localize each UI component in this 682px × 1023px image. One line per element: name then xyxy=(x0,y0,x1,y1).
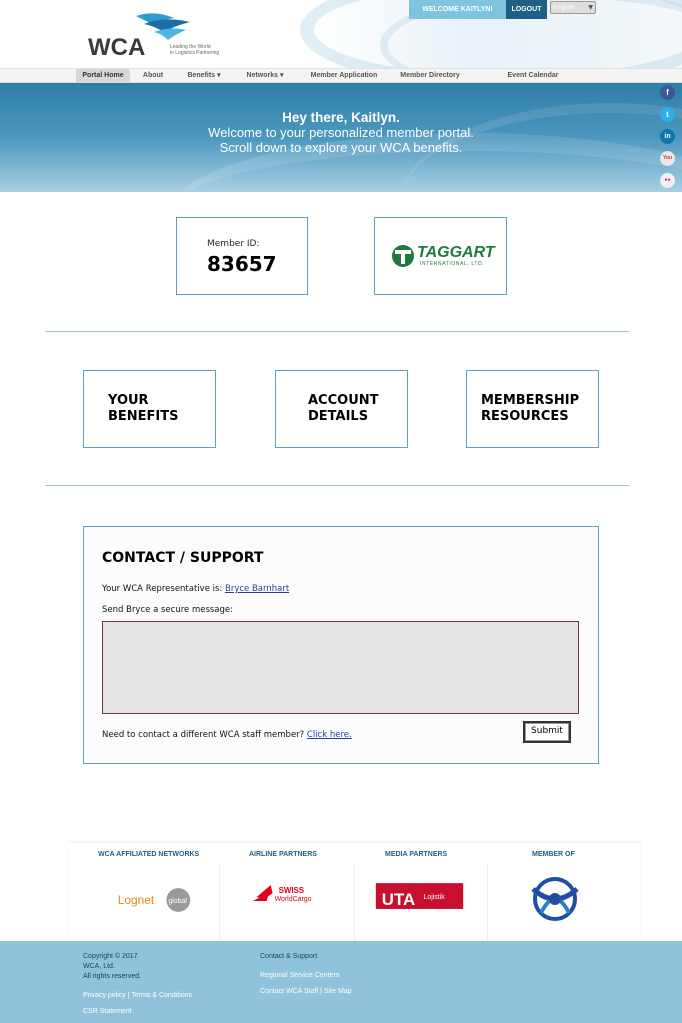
tile-label xyxy=(481,393,579,425)
contact-support-panel xyxy=(83,526,599,764)
flickr-icon[interactable]: ●● xyxy=(660,173,675,188)
header xyxy=(0,0,682,68)
banner-greeting: Hey there, Kaitlyn. xyxy=(282,110,400,125)
twitter-icon[interactable]: t xyxy=(660,107,675,122)
member-id-label: Member ID: xyxy=(207,239,260,249)
banner-text xyxy=(0,110,682,155)
banner-line-2: Scroll down to explore your WCA benefits. xyxy=(219,140,463,155)
nav-item-benefits[interactable]: Benefits ▾ xyxy=(187,72,221,79)
member-id-value: 83657 xyxy=(207,252,277,276)
logo-tagline-1: Leading the World xyxy=(170,44,211,50)
worldcargo-logo-text: WorldCargo xyxy=(274,896,312,904)
submit-button[interactable]: Submit xyxy=(523,721,571,743)
footer-contact-support-link[interactable]: Contact & Support xyxy=(260,953,318,960)
lognet-logo-text: Lognet xyxy=(117,892,155,907)
uta-logo-subtext: Lojistik xyxy=(423,894,445,902)
footer-staff-sitemap-link[interactable]: Contact WCA Staff | Site Map xyxy=(260,988,352,995)
nav-item-member-directory[interactable]: Member Directory xyxy=(400,72,460,79)
linkedin-icon[interactable]: in xyxy=(660,129,675,144)
swiss-worldcargo-partner-logo[interactable] xyxy=(223,863,355,941)
facebook-icon[interactable]: f xyxy=(660,85,675,100)
tile-label xyxy=(108,393,179,425)
language-value: English xyxy=(553,4,575,11)
section-divider xyxy=(45,485,629,486)
partners-header-airline: AIRLINE PARTNERS xyxy=(249,851,317,858)
welcome-user-label: WELCOME KAITLYN! xyxy=(409,0,506,19)
logo-tagline-2: in Logistics Partnering xyxy=(170,50,220,56)
youtube-icon[interactable]: You xyxy=(660,151,675,166)
other-staff-line xyxy=(102,730,352,740)
language-select[interactable] xyxy=(550,1,596,14)
nav-item-event-calendar[interactable]: Event Calendar xyxy=(507,72,559,79)
lognet-partner-logo[interactable] xyxy=(88,863,220,941)
company-logo-card xyxy=(374,217,507,295)
nav-item-member-application[interactable]: Member Application xyxy=(310,72,378,79)
send-message-label: Send Bryce a secure message: xyxy=(102,605,234,615)
company-subtitle: INTERNATIONAL, LTD. xyxy=(420,261,485,267)
footer-copyright: Copyright © 2017 xyxy=(83,953,138,960)
tile-line-2: BENEFITS xyxy=(108,409,179,424)
tile-line-1: YOUR xyxy=(108,393,149,408)
tile-line-1: ACCOUNT xyxy=(308,393,379,408)
logo-text: WCA xyxy=(88,34,146,61)
representative-label: Your WCA Representative is: xyxy=(102,584,225,594)
footer-regional-centers-link[interactable]: Regional Service Centers xyxy=(260,972,340,979)
tile-line-1: MEMBERSHIP xyxy=(481,393,580,408)
account-details-tile[interactable] xyxy=(275,370,408,448)
footer-privacy-terms-link[interactable]: Privacy policy | Terms & Conditions xyxy=(83,992,193,999)
welcome-banner xyxy=(0,83,682,192)
chevron-down-icon: ▼ xyxy=(588,4,593,11)
partners-header-affiliated: WCA AFFILIATED NETWORKS xyxy=(98,851,200,858)
membership-resources-tile[interactable] xyxy=(466,370,599,448)
other-staff-label: Need to contact a different WCA staff member? xyxy=(102,730,307,740)
fiata-member-logo[interactable] xyxy=(489,863,621,941)
partners-strip xyxy=(68,843,640,941)
partners-header-member-of: MEMBER OF xyxy=(532,851,575,858)
click-here-link[interactable]: Click here. xyxy=(306,730,352,740)
nav-item-networks[interactable]: Networks ▾ xyxy=(246,72,284,79)
footer xyxy=(0,941,682,1023)
section-divider xyxy=(45,331,629,332)
main-nav xyxy=(0,68,682,83)
representative-link[interactable]: Bryce Barnhart xyxy=(225,584,290,594)
banner-line-1: Welcome to your personalized member portal. xyxy=(208,125,474,140)
your-benefits-tile[interactable] xyxy=(83,370,216,448)
logo-tagline xyxy=(170,44,234,56)
social-bar xyxy=(657,85,679,195)
fiata-logo-icon xyxy=(489,863,621,941)
lognet-logo-global: global xyxy=(168,897,187,905)
lognet-logo-icon xyxy=(88,863,219,941)
footer-company: WCA, Ltd. xyxy=(83,963,115,970)
footer-rights: All rights reserved. xyxy=(83,973,141,980)
tile-line-2: RESOURCES xyxy=(481,409,569,424)
swiss-logo-icon xyxy=(223,863,354,941)
swiss-logo-text: SWISS xyxy=(278,886,305,896)
taggart-logo xyxy=(391,244,495,270)
tile-line-2: DETAILS xyxy=(308,409,369,424)
member-id-card xyxy=(176,217,308,295)
nav-item-about[interactable]: About xyxy=(142,72,164,79)
footer-csr-link[interactable]: CSR Statement xyxy=(83,1008,132,1015)
secure-message-input[interactable] xyxy=(102,621,579,714)
uta-partner-logo[interactable] xyxy=(356,863,488,941)
taggart-emblem-icon xyxy=(391,244,415,268)
wca-logo[interactable] xyxy=(86,8,236,60)
company-name: TAGGART xyxy=(417,244,495,261)
contact-title: CONTACT / SUPPORT xyxy=(102,550,264,566)
representative-line xyxy=(102,584,289,594)
uta-logo-icon xyxy=(356,863,487,941)
uta-logo-text: UTA xyxy=(381,889,416,909)
tile-label xyxy=(308,393,379,425)
logout-button[interactable]: LOGOUT xyxy=(506,0,547,19)
nav-item-portal-home[interactable]: Portal Home xyxy=(76,69,130,83)
partners-header-media: MEDIA PARTNERS xyxy=(385,851,448,858)
